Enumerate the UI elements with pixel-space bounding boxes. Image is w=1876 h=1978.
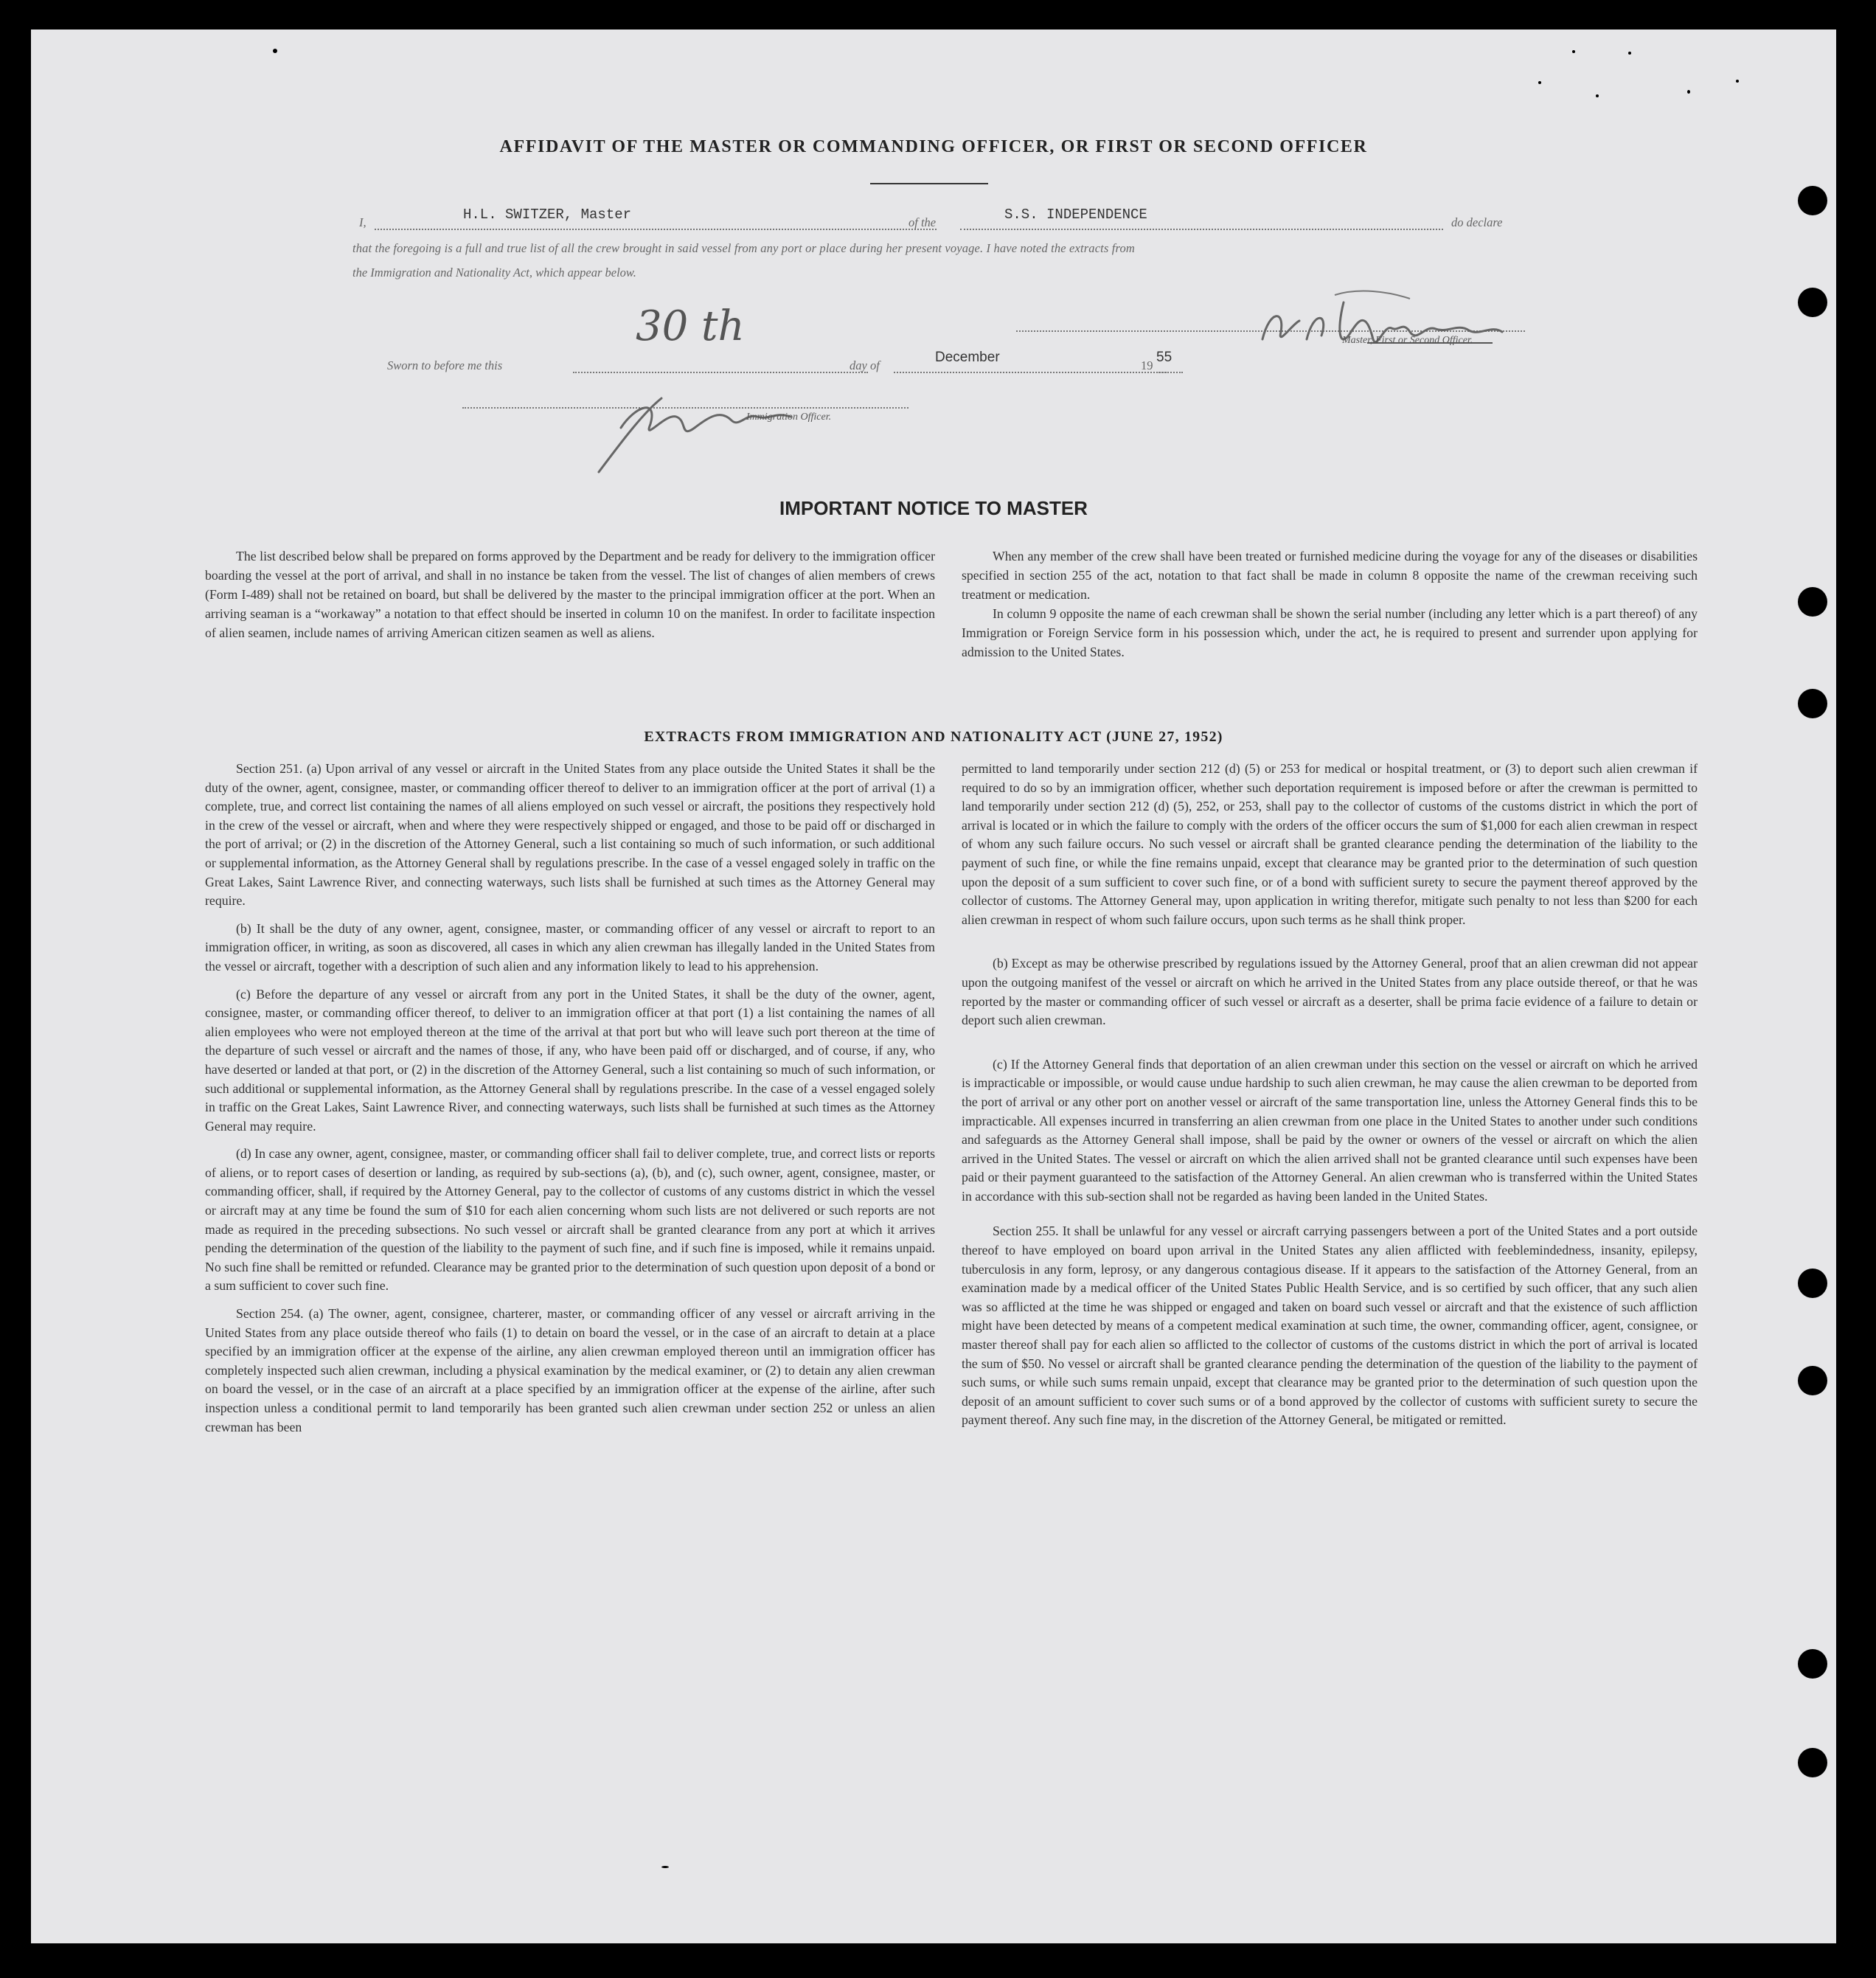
punch-hole xyxy=(1798,288,1827,317)
day-handwritten: 30 th xyxy=(636,302,745,350)
punch-hole xyxy=(1798,1366,1827,1395)
punch-hole xyxy=(1798,186,1827,215)
master-name-line xyxy=(375,229,937,230)
section-255: Section 255. It shall be unlawful for any vessel or aircraft carrying passengers between a port of the United States and a port outside thereof to have employed on board upon arrival in the United States any alien afflicted with feeblemindedness, insanity, epilepsy, tuberculosis in any form, leprosy, or any dangerous contagious disease. If it appears to the satisfaction of the Attorney General, from an examination made by a medical officer of the United States Public Health Service, and is so certified by such officer, that any such alien was so afflicted at the time he was shipped or engaged and taken on board such vessel or aircraft and that the existence of such affliction might have been detected by means of a competent medical examination at such time, the owner, commanding officer, agent, consignee, or master thereof shall pay for each alien so afflicted to the collector of customs of the customs district in which the port of arrival is located the sum of $50. No vessel or aircraft shall be granted clearance pending the determination of the question of the liability to the payment of such sums, or while such sums remain unpaid, except that clearance may be granted prior to the determination of such question upon the deposit of an amount sufficient to cover such sums or of a bond approved by the collector of customs with sufficient surety to secure the payment thereof. Any such fine may, in the discretion of the Attorney General, be mitigated or remitted. xyxy=(962,1224,1698,1428)
notice-left-paragraph: The list described below shall be prepared on forms approved by the Department and be ready for delivery to the immigration officer boarding the vessel at the port of arrival, and shall in no instance be taken from the vessel. The list of changes of alien members of crews (Form I-489) shall not be retained on board, but shall be delivered by the master to the principal immigration officer at the port. When an arriving seaman is a “workaway” a notation to that effect should be inserted in column 10 on the manifest. In order to facilitate inspection of alien seamen, include names of arriving American citizen seamen as well as aliens. xyxy=(205,549,935,640)
affidavit-title: AFFIDAVIT OF THE MASTER OR COMMANDING OFFICER, OR FIRST OR SECOND OFFICER xyxy=(499,137,1368,156)
struck-first-second xyxy=(1367,342,1493,344)
month-line xyxy=(894,372,1167,373)
speck xyxy=(1538,81,1541,84)
section-251-b: (b) It shall be the duty of any owner, agent, consignee, master, or commanding officer of any vessel or aircraft to report to an immigration officer, in writing, as soon as discovered, all cases in which any alien crewman has illegally landed in the United States from the vessel or aircraft, together with a description of such alien and any information likely to lead to his apprehension. xyxy=(205,920,935,974)
punch-hole xyxy=(1798,1269,1827,1298)
master-signature xyxy=(1248,280,1543,361)
year-line xyxy=(1156,372,1183,373)
punch-hole xyxy=(1798,1748,1827,1777)
do-declare-label: do declare xyxy=(1451,215,1503,229)
punch-hole xyxy=(1798,689,1827,718)
vessel-line xyxy=(960,229,1443,230)
officer-signature xyxy=(591,384,872,479)
speck xyxy=(273,49,277,53)
notice-right-paragraph-1: When any member of the crew shall have been treated or furnished medicine during the voyage for any of the diseases or disabilities specified in section 255 of the act, notation to that fact shall be made in column 8 opposite the name of the crewman receiving such treatment or medication. xyxy=(962,549,1698,602)
officer-caption: Immigration Officer. xyxy=(746,412,832,423)
declare-prefix: I, xyxy=(359,215,366,229)
speck xyxy=(1687,90,1690,94)
year: 55 xyxy=(1156,350,1172,365)
speck xyxy=(1572,50,1575,53)
speck xyxy=(1628,52,1631,55)
document-page xyxy=(31,30,1836,1943)
section-251-c: (c) Before the departure of any vessel or aircraft from any port in the United States, it shall be the duty of the owner, agent, consignee, master, or commanding officer thereof, to deliver to an immigration officer at that port (1) a list containing the names of all alien employees who were not employed thereon at the time of the arrival at that port but who will leave such port thereon at the time of the departure of such vessel or aircraft and the names of those, if any, who have been paid off or discharged, and of course, if any, who have deserted or landed at that port, or (2) in the discretion of the Attorney General, such a list containing so much of such information, or such additional or supplemental information, as the Attorney General shall by regulations prescribe. In the case of a vessel engaged solely in traffic on the Great Lakes, Saint Lawrence River, and connecting waterways, such lists shall be furnished at such times as the Attorney General may require. xyxy=(205,986,935,1134)
notice-right-column xyxy=(962,547,1698,670)
extracts-title: EXTRACTS FROM IMMIGRATION AND NATIONALITY ACT (JUNE 27, 1952) xyxy=(644,729,1223,745)
vessel-name: S.S. INDEPENDENCE xyxy=(1004,207,1147,223)
extracts-left-column xyxy=(205,760,935,1446)
notice-left-column xyxy=(205,547,935,652)
speck xyxy=(661,1866,669,1868)
extracts-right-column xyxy=(962,760,1698,1439)
declaration-line-1: that the foregoing is a full and true list of all the crew brought in said vessel from any port or place during her present voyage. I have noted the extracts from xyxy=(352,241,1135,255)
section-254-a-continued: permitted to land temporarily under section 212 (d) (5) or 253 for medical or hospital treatment, or (3) to deport such alien crewman if required to do so by an immigration officer, whether such deportation requirement is imposed before or after the crewman is permitted to land temporarily under section 212 (d) (5), 252, or 253, shall pay to the collector of customs of the customs district in which the port of arrival is located or in which the failure to comply with the orders of the officer occurs the sum of $1,000 for each alien crewman in respect of whom any such failure occurs. No such vessel or aircraft shall be granted clearance pending the determination of the liability to the payment of such fine, or while the fine remains unpaid, except that clearance may be granted prior to the determination of such question upon the deposit of a sum sufficient to cover such fine, or of a bond with sufficient surety to secure the payment thereof approved by the collector of customs. The Attorney General may, upon application in writing therefor, mitigate such penalty to not less than $200 for each alien crewman in respect of whom such failure occurs, upon such terms as he shall think proper. xyxy=(962,761,1698,927)
sworn-prefix: Sworn to before me this xyxy=(387,358,503,372)
speck xyxy=(1596,94,1599,97)
notice-title: IMPORTANT NOTICE TO MASTER xyxy=(779,497,1088,519)
declaration-line-2: the Immigration and Nationality Act, which appear below. xyxy=(352,266,636,280)
year-prefix: 19 xyxy=(1141,358,1153,372)
section-251-d: (d) In case any owner, agent, consignee, master, or commanding officer shall fail to deliver complete, true, and correct lists or reports of aliens, or to report cases of desertion or landing, as required by sub-sections (a), (b), and (c), such owner, agent, consignee, master, or commanding officer, shall, if required by the Attorney General, pay to the collector of customs of any customs district in which the vessel or aircraft may at any time be found the sum of $10 for each alien concerning whom such lists are not delivered or such reports are not made as required in the preceding subsections. No such vessel or aircraft shall be granted clearance from any port at which it arrives pending the determination of the question of the liability to the payment of such fine, and if such fine is imposed, while it remains unpaid. No such fine shall be remitted or refunded. Clearance may be granted prior to the determination of such question upon deposit of a bond or a sum sufficient to cover such fine. xyxy=(205,1146,935,1294)
section-254-b: (b) Except as may be otherwise prescribed by regulations issued by the Attorney General, proof that an alien crewman did not appear upon the outgoing manifest of the vessel or aircraft on which he arrived in the United States from any place outside thereof, or that he was reported by the master or commanding officer of such vessel or aircraft as a deserter, shall be prima facie evidence of a failure to detain or deport such alien crewman. xyxy=(962,956,1698,1028)
notice-right-paragraph-2: In column 9 opposite the name of each crewman shall be shown the serial number (including any letter which is a part thereof) of any Immigration or Foreign Service form in his possession which, under the act, he is required to present and surrender upon applying for admission to the United States. xyxy=(962,605,1698,659)
master-name: H.L. SWITZER, Master xyxy=(463,207,632,223)
of-the-label: of the xyxy=(909,215,937,229)
signer-caption: Master, First or Second Officer. xyxy=(1342,335,1473,346)
section-254-a: Section 254. (a) The owner, agent, consignee, charterer, master, or commanding officer of any vessel or aircraft arriving in the United States from any place outside thereof who fails (1) to detain on board the vessel, or in the case of an aircraft to detain at a place specified by an immigration officer at the expense of the airline, any alien crewman employed thereon until an immigration officer has completely inspected such alien crewman, including a physical examination by the medical examiner, or (2) to detain any alien crewman on board the vessel, or in the case of an aircraft at a place specified by an immigration officer at the expense of the airline, after such inspection unless a conditional permit to land temporarily has been granted such alien crewman under section 252 or unless an alien crewman has been xyxy=(205,1306,935,1434)
section-251-a: Section 251. (a) Upon arrival of any vessel or aircraft in the United States from any place outside the United States it shall be the duty of the owner, agent, consignee, master, or commanding officer thereof to deliver to an immigration officer at the port of arrival (1) a complete, true, and correct list containing the names of all aliens employed on such vessel or aircraft, the positions they respectively hold in the crew of the vessel or aircraft, when and where they were respectively shipped or engaged, and those to be paid off or discharged in the port of arrival; or (2) in the discretion of the Attorney General, such a list containing so much of such information, or such additional or supplemental information, as the Attorney General shall by regulations prescribe. In the case of a vessel engaged solely in traffic on the Great Lakes, Saint Lawrence River, and connecting waterways, such lists shall be furnished at such times as the Attorney General may require. xyxy=(205,761,935,909)
speck xyxy=(1736,80,1739,83)
punch-hole xyxy=(1798,1649,1827,1679)
day-of-label: day of xyxy=(850,358,880,372)
section-254-c: (c) If the Attorney General finds that deportation of an alien crewman under this section on the vessel or aircraft on which he arrived is impracticable or impossible, or would cause undue hardship to such alien crewman, he may cause the alien crewman to be deported from the port of arrival or any other port on another vessel or aircraft of the same transportation line, unless the Attorney General finds this to be impracticable. All expenses incurred in transferring an alien crewman from one place in the United States to another under such conditions and safeguards as the Attorney General shall impose, shall be paid by the owner or owners of the vessel or aircraft on which the alien arrived in the United States. The vessel or aircraft on which the alien arrived shall not be granted clearance until such expenses have been paid or their payment guaranteed to the satisfaction of the Attorney General. An alien crewman who is transferred within the United States in accordance with this sub-section shall not be regarded as having been landed in the United States. xyxy=(962,1056,1698,1204)
title-divider xyxy=(870,183,988,184)
day-line xyxy=(573,372,868,373)
punch-hole xyxy=(1798,587,1827,617)
month: December xyxy=(935,350,1000,365)
